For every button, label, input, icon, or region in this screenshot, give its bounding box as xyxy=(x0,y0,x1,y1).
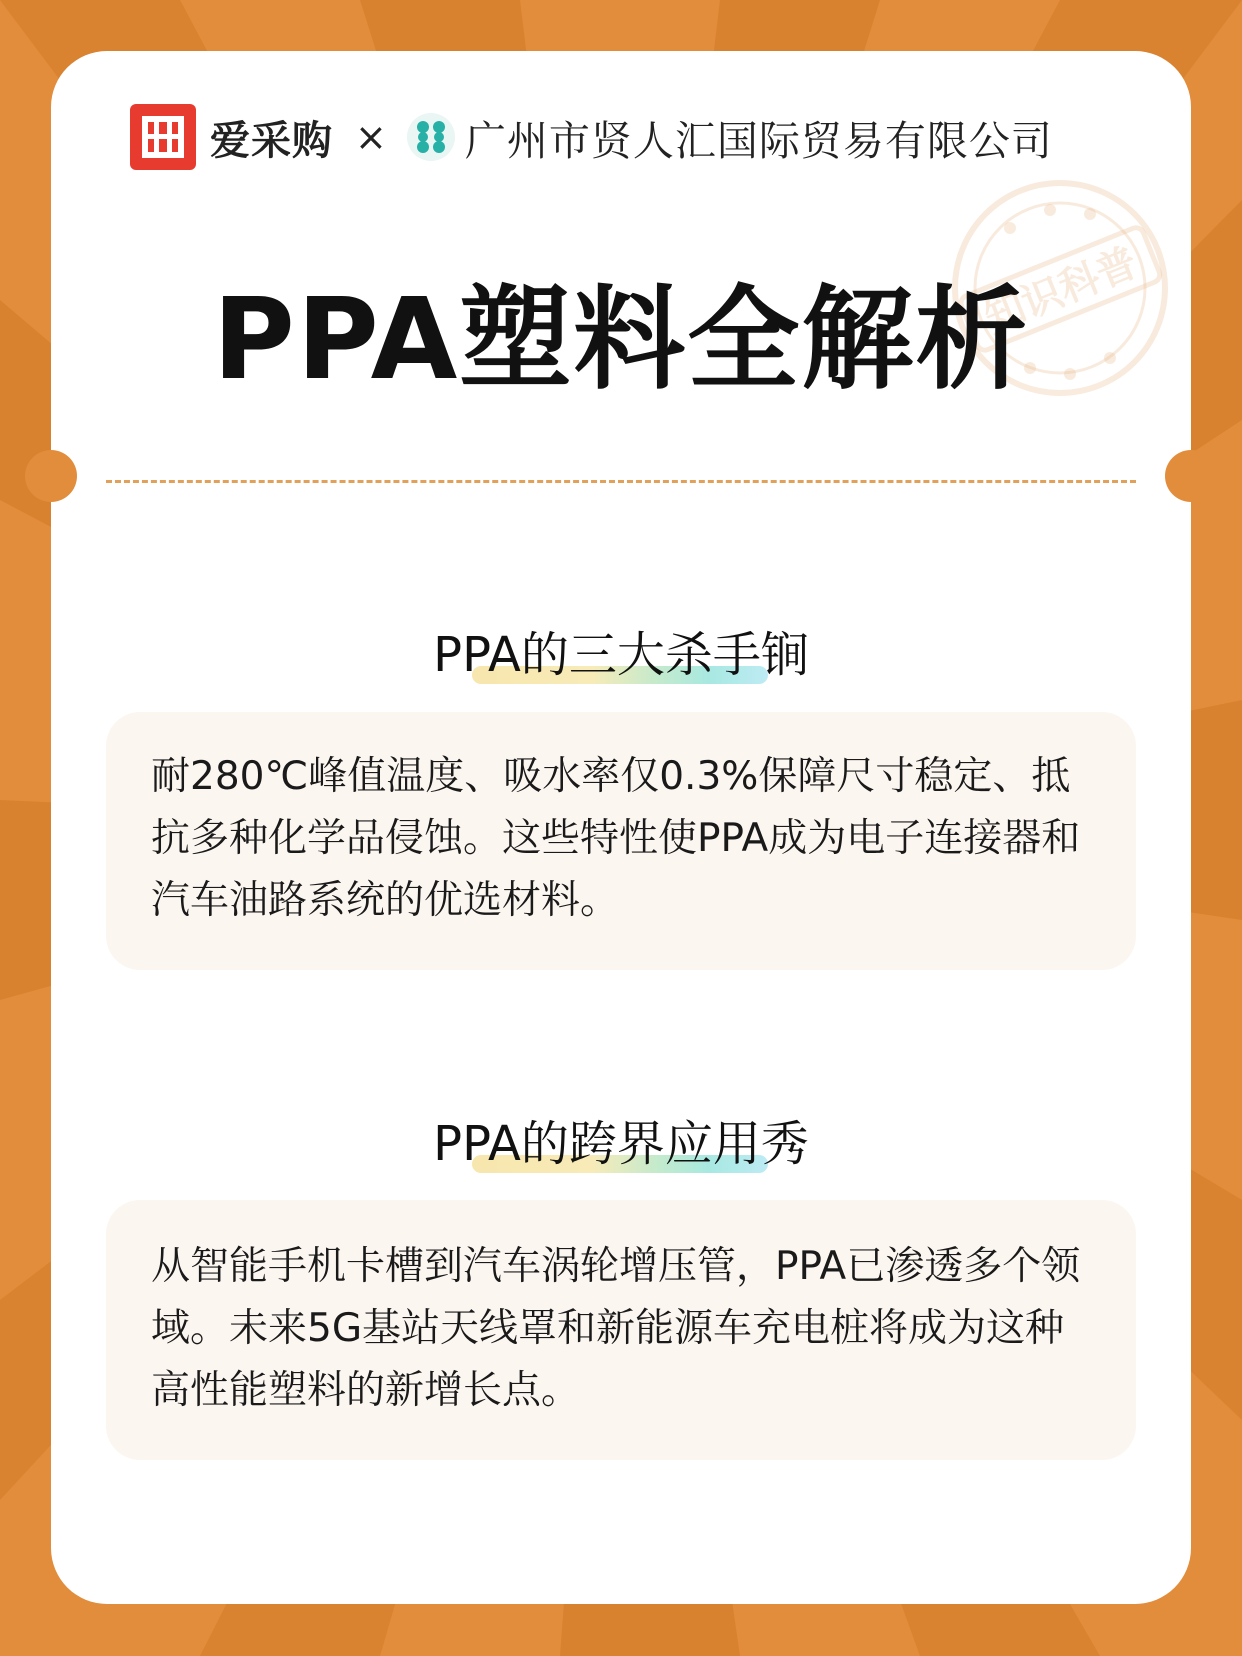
dashed-divider xyxy=(106,480,1136,483)
section-body-1: 耐280℃峰值温度、吸水率仅0.3%保障尺寸稳定、抵抗多种化学品侵蚀。这些特性使PPA成为电子连接器和汽车油路系统的优选材料。 xyxy=(151,754,1081,923)
stamp-text: 知识科普 xyxy=(978,239,1144,343)
collab-separator: × xyxy=(355,115,387,159)
page-title: PPA塑料全解析 xyxy=(212,275,1030,405)
platform-name: 爱采购 xyxy=(210,117,333,164)
ticket-notch-left xyxy=(25,450,77,502)
partner-company-name: 广州市贤人汇国际贸易有限公司 xyxy=(464,116,1053,165)
aicaigou-logo-icon xyxy=(130,104,196,170)
section-heading-2: PPA的跨界应用秀 xyxy=(433,1116,809,1172)
section-box-1 xyxy=(106,712,1136,970)
section-body-2: 从智能手机卡槽到汽车涡轮增压管，PPA已渗透多个领域。未来5G基站天线罩和新能源车充电桩将成为这种高性能塑料的新增长点。 xyxy=(151,1244,1081,1413)
ticket-notch-right xyxy=(1165,450,1217,502)
section-box-2 xyxy=(106,1200,1136,1460)
brand-row xyxy=(130,104,1053,170)
section-heading-1: PPA的三大杀手锏 xyxy=(433,627,809,683)
partner-dots-logo-icon xyxy=(405,111,457,163)
